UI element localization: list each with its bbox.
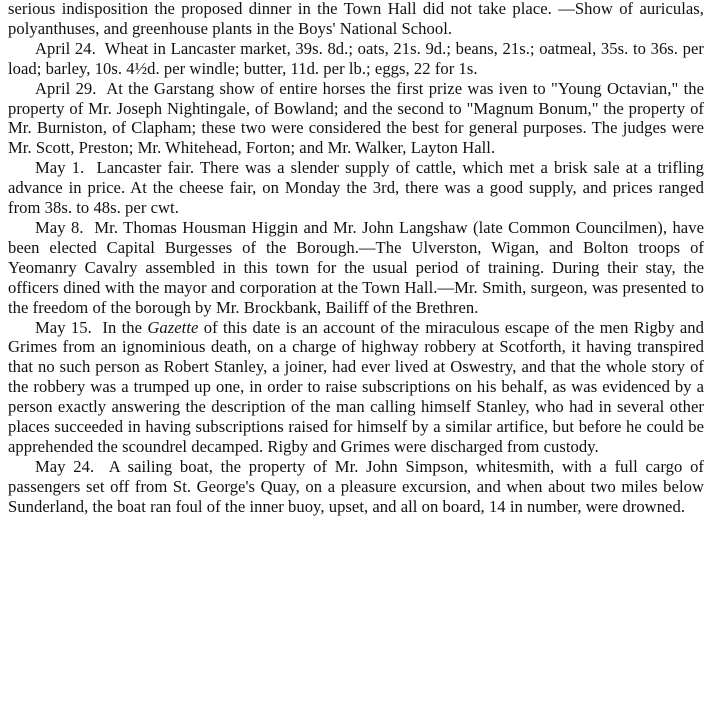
- entry-date: May 8.: [35, 217, 84, 237]
- entry-text: A sailing boat, the property of Mr. John Simpson, whitesmith, with a full cargo of passengers set off from St. George's Quay, on a pleasure excursion, and when about two miles below Sunderland, the boat ran foul of the inner buoy, upset, and all on board, 14 in number, were drowned.: [8, 456, 704, 516]
- entry-text: At the Garstang show of entire horses the first prize was iven to "Young Octavian," the property of Mr. Joseph Nightingale, of Bowland; and the second to "Magnum Bonum," the property of Mr. Burniston, of Clapham; these two were considered the best for general purposes. The judges were Mr. Scott, Preston; Mr. Whitehead, Forton; and Mr. Walker, Layton Hall.: [8, 78, 704, 158]
- entry-text-prefix: In the: [102, 317, 143, 337]
- entry-text: Mr. Thomas Housman Higgin and Mr. John Langshaw (late Common Councilmen), have been elected Capital Burgesses of the Borough.—The Ulverston, Wigan, and Bolton troops of Yeomanry Cavalry assembled in this town for the usual period of training. During their stay, the officers dined with the mayor and corporation at the Town Hall.—Mr. Smith, surgeon, was presented to the freedom of the borough by Mr. Brockbank, Bailiff of the Brethren.: [8, 217, 704, 317]
- entry-date: April 29.: [35, 78, 97, 98]
- entry-may-15: [8, 318, 704, 457]
- entry-continuation: [8, 0, 704, 39]
- entry-may-1: [8, 158, 704, 218]
- entry-april-24: [8, 39, 704, 79]
- entry-date: May 15.: [35, 317, 92, 337]
- entry-may-8: [8, 218, 704, 318]
- gazette-title: Gazette: [147, 317, 199, 337]
- entry-date: April 24.: [35, 38, 96, 58]
- entry-april-29: [8, 79, 704, 159]
- entry-text: of this date is an account of the miraculous escape of the men Rigby and Grimes from an ignominious death, on a charge of highway robbery at Scotforth, it having transpired that no such person as Robert Stanley, a joiner, had ever lived at Oswestry, and that the whole story of the robbery was a trumped up one, in order to raise subscriptions on his behalf, as was evidenced by a person exactly answering the description of the man calling himself Stanley, who had in several other places succeeded in having subscriptions raised for himself by a similar artifice, but before he could be apprehended the scoundrel decamped. Rigby and Grimes were discharged from custody.: [8, 317, 704, 456]
- entry-text: Wheat in Lancaster market, 39s. 8d.; oats, 21s. 9d.; beans, 21s.; oatmeal, 35s. to 36s. per load; barley, 10s. 4½d. per windle; butter, 11d. per lb.; eggs, 22 for 1s.: [8, 38, 704, 78]
- entry-date: May 1.: [35, 158, 85, 178]
- entry-date: May 24.: [35, 456, 95, 476]
- entry-may-24: [8, 457, 704, 517]
- entry-text: serious indisposition the proposed dinner in the Town Hall did not take place. —Show of auriculas, polyanthuses, and greenhouse plants in the Boys' National School.: [8, 0, 704, 38]
- entry-text: Lancaster fair. There was a slender supply of cattle, which met a brisk sale at a trifling advance in price. At the cheese fair, on Monday the 3rd, there was a good supply, and prices ranged from 38s. to 48s. per cwt.: [8, 158, 704, 218]
